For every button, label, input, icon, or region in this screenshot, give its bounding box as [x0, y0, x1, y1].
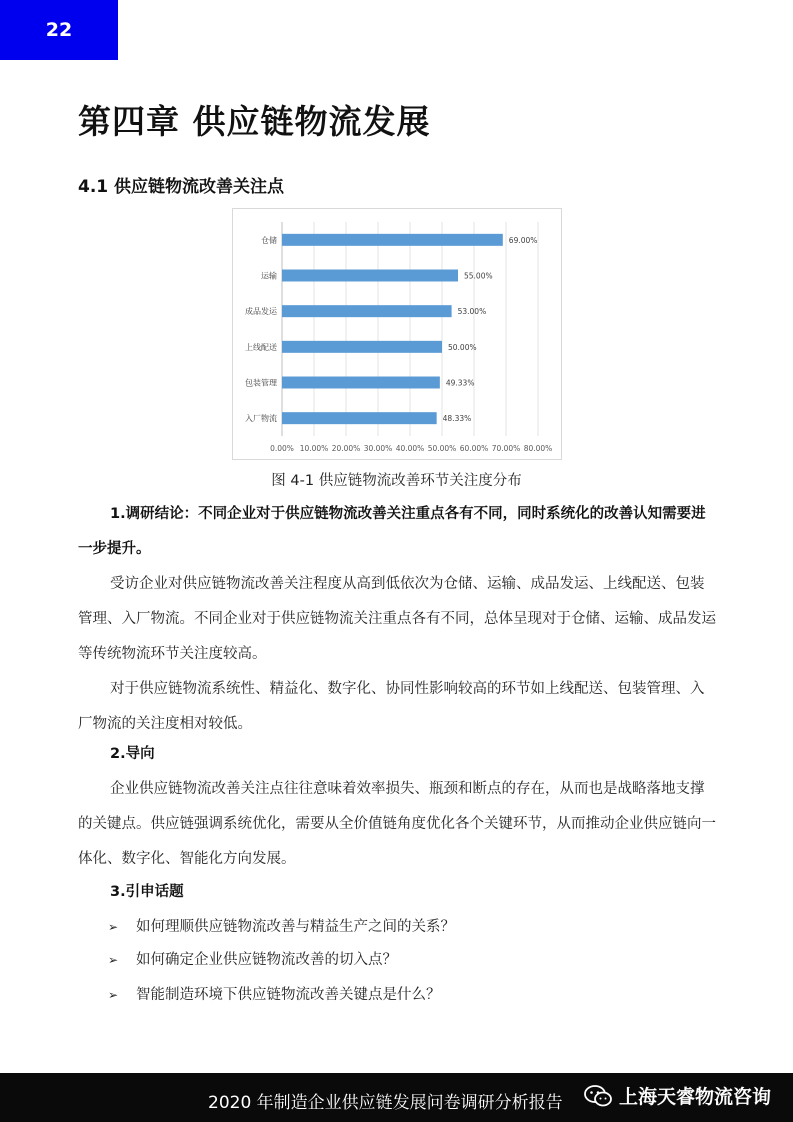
bullet-arrow-icon: ➢ — [108, 920, 119, 934]
category-label: 入厂物流 — [245, 414, 277, 424]
category-label: 上线配送 — [245, 342, 277, 352]
page-number: 22 — [0, 0, 118, 60]
category-label: 仓储 — [261, 235, 277, 245]
topic-item — [108, 915, 455, 936]
category-label: 运输 — [261, 271, 277, 281]
x-tick-label: 80.00% — [523, 444, 553, 453]
x-tick-label: 10.00% — [299, 444, 329, 453]
conclusion-heading: 1.调研结论：不同企业对于供应链物流改善关注重点各有不同，同时系统化的改善认知需要进一步提升。 — [78, 506, 706, 557]
data-label: 69.00% — [508, 235, 538, 245]
topic-text: 如何理顺供应链物流改善与精益生产之间的关系？ — [136, 919, 455, 935]
topic-text: 如何确定企业供应链物流改善的切入点？ — [136, 952, 397, 968]
conclusion-paragraph-1: 受访企业对供应链物流改善关注程度从高到低依次为仓储、运输、成品发运、上线配送、包装管理、入厂物流。不同企业对于供应链物流关注重点各有不同，总体呈现对于仓储、运输、成品发运等传统物流环节关注度较高。 — [78, 576, 716, 662]
data-label: 48.33% — [442, 414, 472, 424]
x-tick-label: 60.00% — [459, 444, 489, 453]
guide-paragraph: 企业供应链物流改善关注点往往意味着效率损失、瓶颈和断点的存在，从而也是战略落地支撑的关键点。供应链强调系统优化，需要从全价值链角度优化各个关键环节，从而推动企业供应链向一体化、数字化、智能化方向发展。 — [78, 781, 716, 867]
guide-heading: 2.导向 — [110, 746, 155, 762]
x-tick-label: 20.00% — [331, 444, 361, 453]
x-tick-label: 50.00% — [427, 444, 457, 453]
topic-item — [108, 948, 397, 969]
bar — [282, 341, 442, 353]
bar — [282, 377, 440, 389]
chart-svg — [233, 209, 561, 459]
bar — [282, 412, 437, 424]
footer-title: 2020 年制造企业供应链发展问卷调研分析报告 — [208, 1093, 563, 1113]
x-tick-label: 0.00% — [270, 444, 294, 453]
chapter-title: 第四章 供应链物流发展 — [78, 102, 431, 141]
section-title: 4.1 供应链物流改善关注点 — [78, 177, 285, 197]
data-label: 55.00% — [464, 271, 493, 281]
watermark-text: 上海天睿物流咨询 — [618, 1086, 771, 1108]
conclusion-paragraph-2: 对于供应链物流系统性、精益化、数字化、协同性影响较高的环节如上线配送、包装管理、入厂物流的关注度相对较低。 — [78, 681, 705, 732]
bar — [282, 270, 458, 282]
footer-bar — [0, 1073, 793, 1122]
wechat-icon — [583, 1084, 613, 1108]
x-tick-label: 70.00% — [491, 444, 521, 453]
x-tick-label: 40.00% — [395, 444, 425, 453]
bar — [282, 234, 503, 246]
category-label: 成品发运 — [245, 307, 277, 317]
bar-chart — [232, 208, 562, 460]
watermark — [583, 1082, 771, 1109]
bullet-arrow-icon: ➢ — [108, 953, 119, 967]
category-label: 包装管理 — [245, 378, 277, 388]
data-label: 49.33% — [445, 378, 475, 388]
topics-heading: 3.引申话题 — [110, 884, 184, 900]
data-label: 53.00% — [457, 307, 487, 317]
topic-text: 智能制造环境下供应链物流改善关键点是什么？ — [136, 987, 441, 1003]
data-label: 50.00% — [448, 342, 477, 352]
topic-item — [108, 983, 441, 1004]
x-tick-label: 30.00% — [363, 444, 393, 453]
bullet-arrow-icon: ➢ — [108, 988, 119, 1002]
bar — [282, 305, 452, 317]
figure-caption: 图 4-1 供应链物流改善环节关注度分布 — [271, 473, 522, 489]
